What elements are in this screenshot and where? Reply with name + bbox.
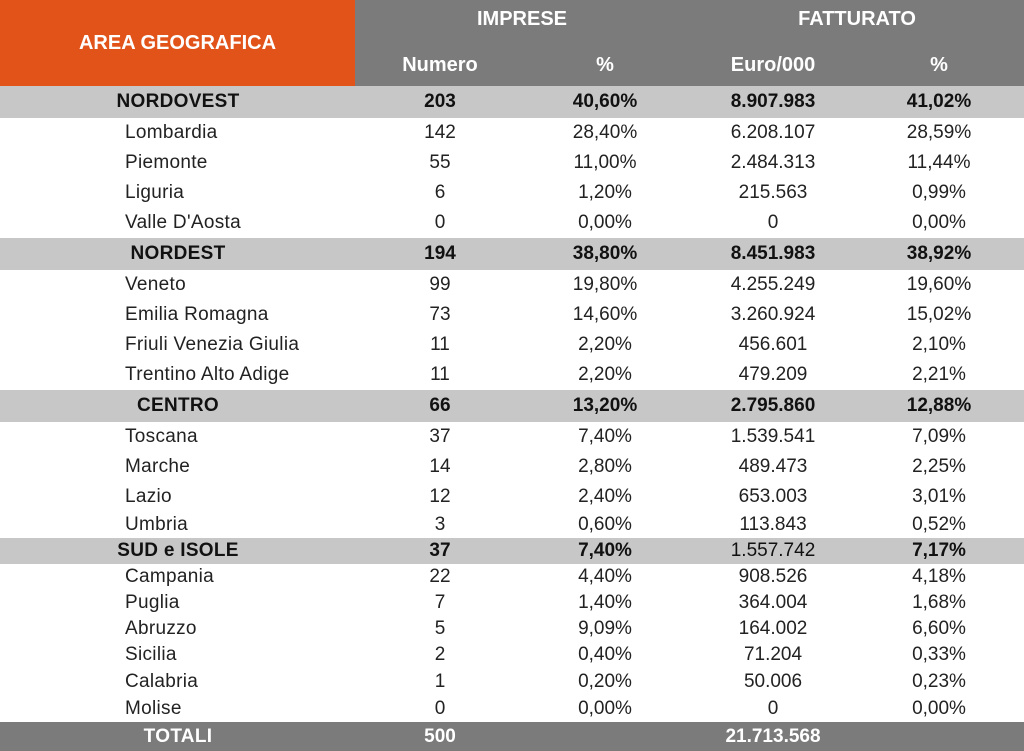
row-name: Umbria	[125, 514, 189, 535]
cell-fatturato-pct: 15,02%	[906, 304, 972, 325]
cell-fatturato-pct: 19,60%	[906, 274, 972, 295]
cell-euro: 456.601	[738, 334, 808, 355]
row-name: Emilia Romagna	[125, 304, 269, 325]
cell-imprese-pct: 38,80%	[572, 243, 638, 264]
cell-numero: 37	[429, 426, 451, 447]
cell-imprese-pct: 14,60%	[572, 304, 638, 325]
cell-fatturato-pct: 2,10%	[912, 334, 966, 355]
row-name: Calabria	[125, 670, 199, 692]
cell-numero: 1	[434, 670, 446, 692]
cell-fatturato-pct: 1,68%	[912, 592, 966, 613]
cell-imprese-pct: 19,80%	[572, 274, 638, 295]
cell-euro: 3.260.924	[730, 304, 816, 325]
cell-euro: 2.484.313	[730, 152, 816, 173]
table-row	[0, 360, 1024, 390]
table-row	[0, 452, 1024, 482]
table-row	[0, 148, 1024, 178]
row-name: NORDOVEST	[116, 91, 240, 112]
row-name: Lazio	[125, 486, 172, 507]
table-row	[0, 668, 1024, 695]
table-row	[0, 422, 1024, 452]
cell-numero: 55	[429, 152, 451, 173]
header-numero: Numero	[402, 54, 478, 76]
cell-imprese-pct: 2,20%	[578, 334, 632, 355]
row-name: Piemonte	[125, 152, 208, 173]
table-header	[0, 0, 1024, 86]
cell-imprese-pct: 28,40%	[572, 122, 638, 143]
cell-fatturato-pct: 0,52%	[912, 514, 966, 535]
cell-euro: 2.795.860	[730, 395, 816, 416]
cell-fatturato-pct: 2,21%	[912, 364, 966, 385]
cell-fatturato-pct: 0,23%	[912, 670, 966, 692]
cell-fatturato-pct: 11,44%	[907, 152, 971, 173]
cell-numero: 12	[429, 486, 451, 507]
cell-euro: 4.255.249	[730, 274, 816, 295]
header-area-geografica: AREA GEOGRAFICA	[0, 0, 355, 86]
table-row	[0, 208, 1024, 238]
table-row	[0, 482, 1024, 512]
cell-numero: 14	[429, 456, 451, 477]
table-row	[0, 616, 1024, 642]
cell-numero: 142	[424, 122, 456, 143]
total-row	[0, 722, 1024, 751]
header-imprese-pct: %	[596, 54, 614, 76]
table-row	[0, 178, 1024, 208]
row-name: SUD e ISOLE	[117, 540, 239, 561]
cell-euro: 908.526	[738, 566, 808, 587]
cell-fatturato-pct: 3,01%	[912, 486, 966, 507]
cell-fatturato-pct: 0,33%	[912, 644, 966, 665]
cell-numero: 73	[429, 304, 451, 325]
table-row	[0, 642, 1024, 668]
row-name: Abruzzo	[125, 618, 197, 639]
cell-euro: 21.713.568	[725, 725, 821, 747]
group-row	[0, 86, 1024, 118]
cell-euro: 6.208.107	[730, 122, 816, 143]
cell-imprese-pct: 9,09%	[578, 618, 632, 639]
group-row	[0, 238, 1024, 270]
row-name: Marche	[125, 456, 191, 477]
cell-imprese-pct: 13,20%	[572, 395, 638, 416]
cell-imprese-pct: 1,20%	[578, 182, 632, 203]
cell-imprese-pct: 11,00%	[573, 152, 637, 173]
cell-euro: 8.451.983	[730, 243, 816, 264]
cell-euro: 653.003	[738, 486, 808, 507]
cell-imprese-pct: 7,40%	[578, 540, 632, 561]
cell-imprese-pct: 40,60%	[572, 91, 638, 112]
cell-numero: 6	[434, 182, 446, 203]
header-fatturato-pct: %	[930, 54, 948, 76]
row-name: Liguria	[125, 182, 185, 203]
cell-euro: 50.006	[743, 670, 803, 692]
cell-numero: 22	[429, 566, 451, 587]
cell-euro: 489.473	[738, 456, 808, 477]
cell-fatturato-pct: 2,25%	[912, 456, 966, 477]
cell-fatturato-pct: 7,09%	[912, 426, 966, 447]
cell-fatturato-pct: 4,18%	[912, 566, 966, 587]
cell-numero: 203	[424, 91, 456, 112]
cell-numero: 11	[430, 334, 450, 355]
cell-euro: 164.002	[738, 618, 808, 639]
cell-imprese-pct: 1,40%	[578, 592, 632, 613]
row-name: Puglia	[125, 592, 180, 613]
cell-fatturato-pct: 41,02%	[906, 91, 972, 112]
cell-euro: 1.557.742	[730, 540, 816, 561]
cell-fatturato-pct: 28,59%	[906, 122, 972, 143]
row-name: Trentino Alto Adige	[125, 364, 290, 385]
cell-fatturato-pct: 7,17%	[912, 540, 966, 561]
table-row	[0, 118, 1024, 148]
cell-numero: 5	[434, 618, 446, 639]
cell-numero: 2	[434, 644, 446, 665]
table-row	[0, 270, 1024, 300]
table-row	[0, 300, 1024, 330]
header-imprese: IMPRESE	[476, 8, 568, 30]
row-name: TOTALI	[143, 725, 213, 747]
cell-euro: 215.563	[738, 182, 808, 203]
cell-imprese-pct: 0,20%	[578, 670, 632, 692]
cell-numero: 99	[429, 274, 451, 295]
cell-euro: 479.209	[738, 364, 808, 385]
cell-fatturato-pct: 38,92%	[906, 243, 972, 264]
cell-fatturato-pct: 0,00%	[912, 697, 966, 719]
group-row	[0, 538, 1024, 564]
row-name: Valle D'Aosta	[125, 212, 241, 233]
row-name: NORDEST	[130, 243, 226, 264]
cell-euro: 113.843	[739, 514, 807, 535]
cell-euro: 8.907.983	[730, 91, 816, 112]
cell-numero: 3	[434, 514, 446, 535]
cell-numero: 11	[430, 364, 450, 385]
table-row	[0, 330, 1024, 360]
cell-fatturato-pct: 0,00%	[912, 212, 966, 233]
cell-euro: 71.204	[743, 644, 803, 665]
table-row	[0, 590, 1024, 616]
cell-euro: 0	[767, 212, 779, 233]
cell-imprese-pct: 2,20%	[578, 364, 632, 385]
cell-imprese-pct: 0,60%	[578, 514, 632, 535]
table-row	[0, 512, 1024, 538]
header-euro: Euro/000	[730, 54, 816, 76]
row-name: Molise	[125, 697, 182, 719]
row-name: Friuli Venezia Giulia	[125, 334, 300, 355]
cell-fatturato-pct: 0,99%	[912, 182, 966, 203]
cell-euro: 0	[767, 697, 779, 719]
row-name: Sicilia	[125, 644, 177, 665]
cell-numero: 37	[429, 540, 451, 561]
cell-numero: 500	[424, 725, 456, 747]
cell-euro: 364.004	[738, 592, 808, 613]
cell-imprese-pct: 7,40%	[578, 426, 632, 447]
row-name: Toscana	[125, 426, 198, 447]
cell-numero: 0	[434, 212, 446, 233]
cell-imprese-pct: 2,40%	[578, 486, 632, 507]
cell-numero: 0	[434, 697, 446, 719]
cell-imprese-pct: 0,40%	[578, 644, 632, 665]
cell-fatturato-pct: 12,88%	[906, 395, 972, 416]
group-row	[0, 390, 1024, 422]
table-row	[0, 695, 1024, 722]
header-fatturato: FATTURATO	[798, 8, 916, 30]
row-name: CENTRO	[136, 395, 220, 416]
row-name: Veneto	[125, 274, 186, 295]
cell-fatturato-pct: 6,60%	[912, 618, 966, 639]
cell-imprese-pct: 0,00%	[578, 212, 632, 233]
cell-numero: 194	[424, 243, 456, 264]
table-row	[0, 564, 1024, 590]
cell-numero: 7	[434, 592, 446, 613]
row-name: Campania	[125, 566, 215, 587]
cell-euro: 1.539.541	[730, 426, 816, 447]
cell-imprese-pct: 2,80%	[578, 456, 632, 477]
cell-imprese-pct: 4,40%	[578, 566, 632, 587]
row-name: Lombardia	[125, 122, 218, 143]
cell-numero: 66	[429, 395, 451, 416]
cell-imprese-pct: 0,00%	[578, 697, 632, 719]
